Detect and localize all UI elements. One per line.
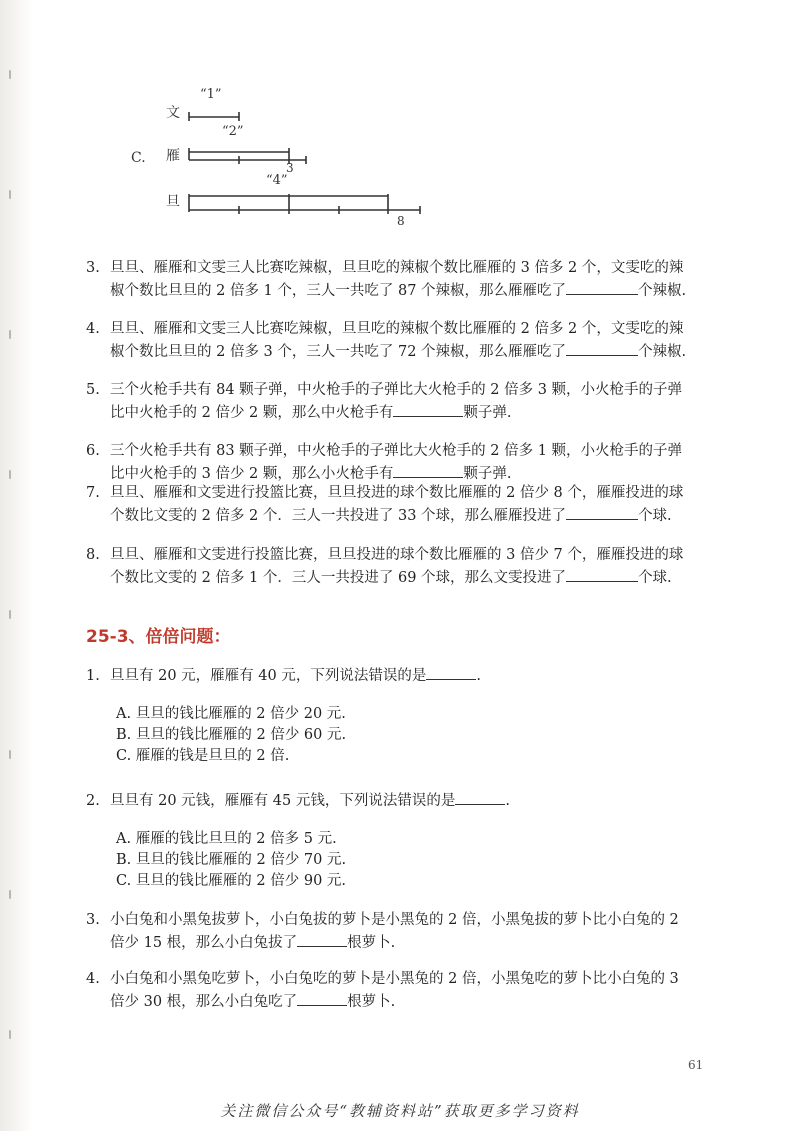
question-item xyxy=(86,968,726,1013)
question-item xyxy=(86,909,726,954)
section-title: 25-3、倍倍问题： xyxy=(86,627,231,647)
answer-blank[interactable] xyxy=(426,664,476,680)
question-item xyxy=(86,789,726,812)
bar-wen xyxy=(189,112,239,121)
question-text: 颗子弹. xyxy=(463,466,512,482)
option-b: B. 旦旦的钱比雁雁的 2 倍少 70 元. xyxy=(116,852,347,868)
question-end: . xyxy=(505,793,510,809)
page-number: 61 xyxy=(688,1058,704,1072)
diagram-row-name: 旦 xyxy=(166,194,180,210)
diagram-row-quote: “4” xyxy=(266,173,288,188)
binding-mark xyxy=(9,330,11,339)
question-text: 旦旦、雁雁和文雯进行投篮比赛，旦旦投进的球个数比雁雁的 3 倍少 7 个，雁雁投进的球 xyxy=(110,547,684,563)
question-item xyxy=(86,379,726,424)
option-c: C. 旦旦的钱比雁雁的 2 倍少 90 元. xyxy=(116,873,347,889)
diagram-tail-number: 3 xyxy=(286,161,294,175)
question-number: 3. xyxy=(86,260,100,276)
diagram-option-label: C. xyxy=(131,150,146,166)
answer-blank[interactable] xyxy=(566,504,638,520)
diagram-row-quote: “2” xyxy=(222,124,244,139)
option-a: A. 旦旦的钱比雁雁的 2 倍少 20 元. xyxy=(116,706,346,722)
question-item xyxy=(86,544,726,589)
question-text: 个辣椒. xyxy=(638,344,687,360)
question-number: 6. xyxy=(86,443,100,459)
bar-dan xyxy=(189,194,420,214)
segment-diagram xyxy=(0,0,800,240)
question-text: 个球. xyxy=(638,508,672,524)
question-text: 比中火枪手的 2 倍少 2 颗，那么中火枪手有 xyxy=(110,405,394,421)
question-text: 旦旦、雁雁和文雯三人比赛吃辣椒，旦旦吃的辣椒个数比雁雁的 3 倍多 2 个，文雯吃的辣 xyxy=(110,260,684,276)
diagram-row-name: 雁 xyxy=(166,148,180,164)
question-text: 旦旦有 20 元，雁雁有 40 元，下列说法错误的是 xyxy=(110,668,427,684)
question-text: 倍少 30 根，那么小白兔吃了 xyxy=(110,994,298,1010)
option-a: A. 雁雁的钱比旦旦的 2 倍多 5 元. xyxy=(116,831,337,847)
footer-note: 关注微信公众号“教辅资料站”获取更多学习资料 xyxy=(220,1102,580,1120)
question-text: 椒个数比旦旦的 2 倍多 1 个，三人一共吃了 87 个辣椒，那么雁雁吃了 xyxy=(110,283,567,299)
binding-mark xyxy=(9,890,11,899)
question-text: 三个火枪手共有 84 颗子弹，中火枪手的子弹比大火枪手的 2 倍多 3 颗，小火枪手的子弹 xyxy=(110,382,683,398)
question-number: 8. xyxy=(86,547,100,563)
answer-blank[interactable] xyxy=(566,340,638,356)
question-number: 2. xyxy=(86,793,100,809)
question-text: 小白兔和小黑兔吃萝卜，小白兔吃的萝卜是小黑兔的 2 倍，小黑兔吃的萝卜比小白兔的 3 xyxy=(110,971,679,987)
question-text: 倍少 15 根，那么小白兔拔了 xyxy=(110,935,298,951)
question-number: 1. xyxy=(86,668,100,684)
question-text: 旦旦、雁雁和文雯三人比赛吃辣椒，旦旦吃的辣椒个数比雁雁的 2 倍多 2 个，文雯吃的辣 xyxy=(110,321,684,337)
question-number: 5. xyxy=(86,382,100,398)
question-text: 个数比文雯的 2 倍多 1 个．三人一共投进了 69 个球，那么文雯投进了 xyxy=(110,570,567,586)
question-text: 根萝卜. xyxy=(347,994,396,1010)
answer-blank[interactable] xyxy=(566,566,638,582)
question-item xyxy=(86,482,726,527)
question-item xyxy=(86,318,726,363)
question-item xyxy=(86,440,726,485)
answer-blank[interactable] xyxy=(455,789,505,805)
binding-mark xyxy=(9,470,11,479)
option-c: C. 雁雁的钱是旦旦的 2 倍. xyxy=(116,748,290,764)
binding-mark xyxy=(9,750,11,759)
question-number: 4. xyxy=(86,321,100,337)
question-item xyxy=(86,257,726,302)
answer-blank[interactable] xyxy=(297,990,347,1006)
question-text: 根萝卜. xyxy=(347,935,396,951)
question-number: 4. xyxy=(86,971,100,987)
diagram-tail-number: 8 xyxy=(397,214,405,228)
binding-mark xyxy=(9,1030,11,1039)
question-number: 3. xyxy=(86,912,100,928)
question-item xyxy=(86,664,726,687)
answer-blank[interactable] xyxy=(393,401,463,417)
answer-blank[interactable] xyxy=(393,462,463,478)
question-end: . xyxy=(476,668,481,684)
question-text: 个数比文雯的 2 倍多 2 个．三人一共投进了 33 个球，那么雁雁投进了 xyxy=(110,508,567,524)
question-text: 旦旦、雁雁和文雯进行投篮比赛，旦旦投进的球个数比雁雁的 2 倍少 8 个，雁雁投进的球 xyxy=(110,485,684,501)
question-text: 颗子弹. xyxy=(463,405,512,421)
question-text: 个球. xyxy=(638,570,672,586)
answer-blank[interactable] xyxy=(566,279,638,295)
binding-mark xyxy=(9,610,11,619)
question-text: 三个火枪手共有 83 颗子弹，中火枪手的子弹比大火枪手的 2 倍多 1 颗，小火枪手的子弹 xyxy=(110,443,683,459)
question-text: 比中火枪手的 3 倍少 2 颗，那么小火枪手有 xyxy=(110,466,394,482)
diagram-row-quote: “1” xyxy=(200,87,222,102)
answer-blank[interactable] xyxy=(297,931,347,947)
question-text: 椒个数比旦旦的 2 倍多 3 个，三人一共吃了 72 个辣椒，那么雁雁吃了 xyxy=(110,344,567,360)
option-b: B. 旦旦的钱比雁雁的 2 倍少 60 元. xyxy=(116,727,347,743)
diagram-row-name: 文 xyxy=(166,105,180,121)
question-text: 旦旦有 20 元钱，雁雁有 45 元钱，下列说法错误的是 xyxy=(110,793,456,809)
question-number: 7. xyxy=(86,485,100,501)
question-text: 个辣椒. xyxy=(638,283,687,299)
question-text: 小白兔和小黑兔拔萝卜，小白兔拔的萝卜是小黑兔的 2 倍，小黑兔拔的萝卜比小白兔的 2 xyxy=(110,912,679,928)
